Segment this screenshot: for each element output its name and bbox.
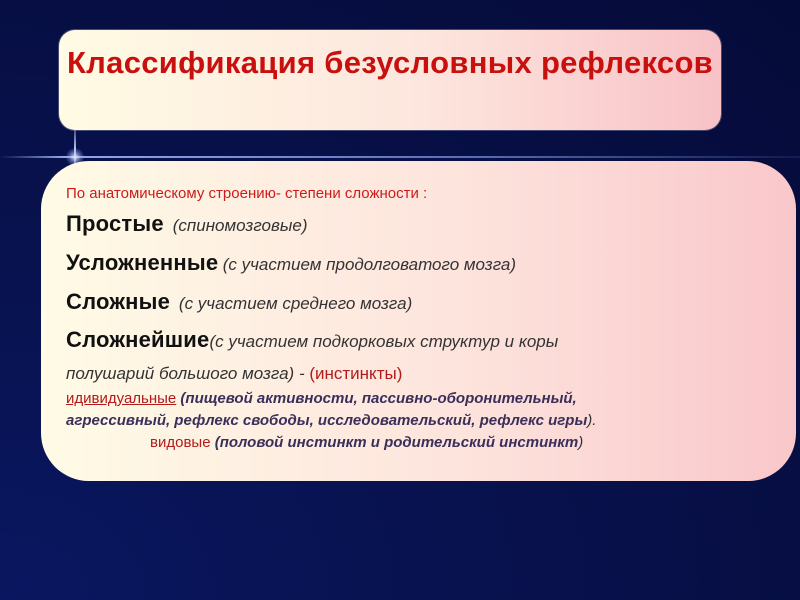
paren-complicated: (с участием продолговатого мозга) bbox=[222, 255, 516, 274]
content-text bbox=[66, 184, 786, 454]
continuation-text: полушарий большого мозга) - bbox=[66, 364, 310, 383]
species-line bbox=[66, 432, 786, 454]
individual-text-2: агрессивный, рефлекс свободы, исследовательский, рефлекс игры bbox=[66, 412, 588, 429]
reflex-row-complicated bbox=[66, 245, 786, 284]
continuation-line bbox=[66, 360, 786, 388]
paren-most-complex: (с участием подкорковых структур и коры bbox=[209, 332, 559, 351]
term-complicated: Усложненные bbox=[66, 250, 219, 275]
decorative-horizontal-line bbox=[0, 156, 800, 158]
subtitle bbox=[66, 184, 786, 204]
individual-line-1 bbox=[66, 388, 786, 410]
term-most-complex: Сложнейшие bbox=[66, 327, 210, 352]
individual-end: ). bbox=[587, 412, 597, 429]
species-text: (половой инстинкт и родительский инстинкт bbox=[210, 434, 579, 451]
title-panel bbox=[59, 30, 721, 130]
reflex-row-simple bbox=[66, 206, 786, 245]
individual-line-2 bbox=[66, 410, 786, 432]
reflex-row-complex bbox=[66, 284, 786, 323]
subtitle-emphasis: степени сложности : bbox=[285, 185, 428, 202]
term-simple: Простые bbox=[66, 211, 164, 236]
instincts-label: (инстинкты) bbox=[309, 364, 403, 383]
subtitle-prefix: По анатомическому строению- bbox=[66, 185, 286, 202]
paren-complex: (с участием среднего мозга) bbox=[178, 294, 413, 313]
species-end: ) bbox=[578, 434, 584, 451]
species-label: видовые bbox=[150, 434, 211, 451]
slide-title: Классификация безусловных рефлексов bbox=[66, 45, 714, 80]
reflex-row-most-complex bbox=[66, 323, 786, 360]
individual-label: идивидуальные bbox=[66, 390, 177, 407]
paren-simple: (спиномозговые) bbox=[172, 216, 308, 235]
individual-text: (пищевой активности, пассивно-оборонительный, bbox=[176, 390, 577, 407]
term-complex: Сложные bbox=[66, 289, 171, 314]
